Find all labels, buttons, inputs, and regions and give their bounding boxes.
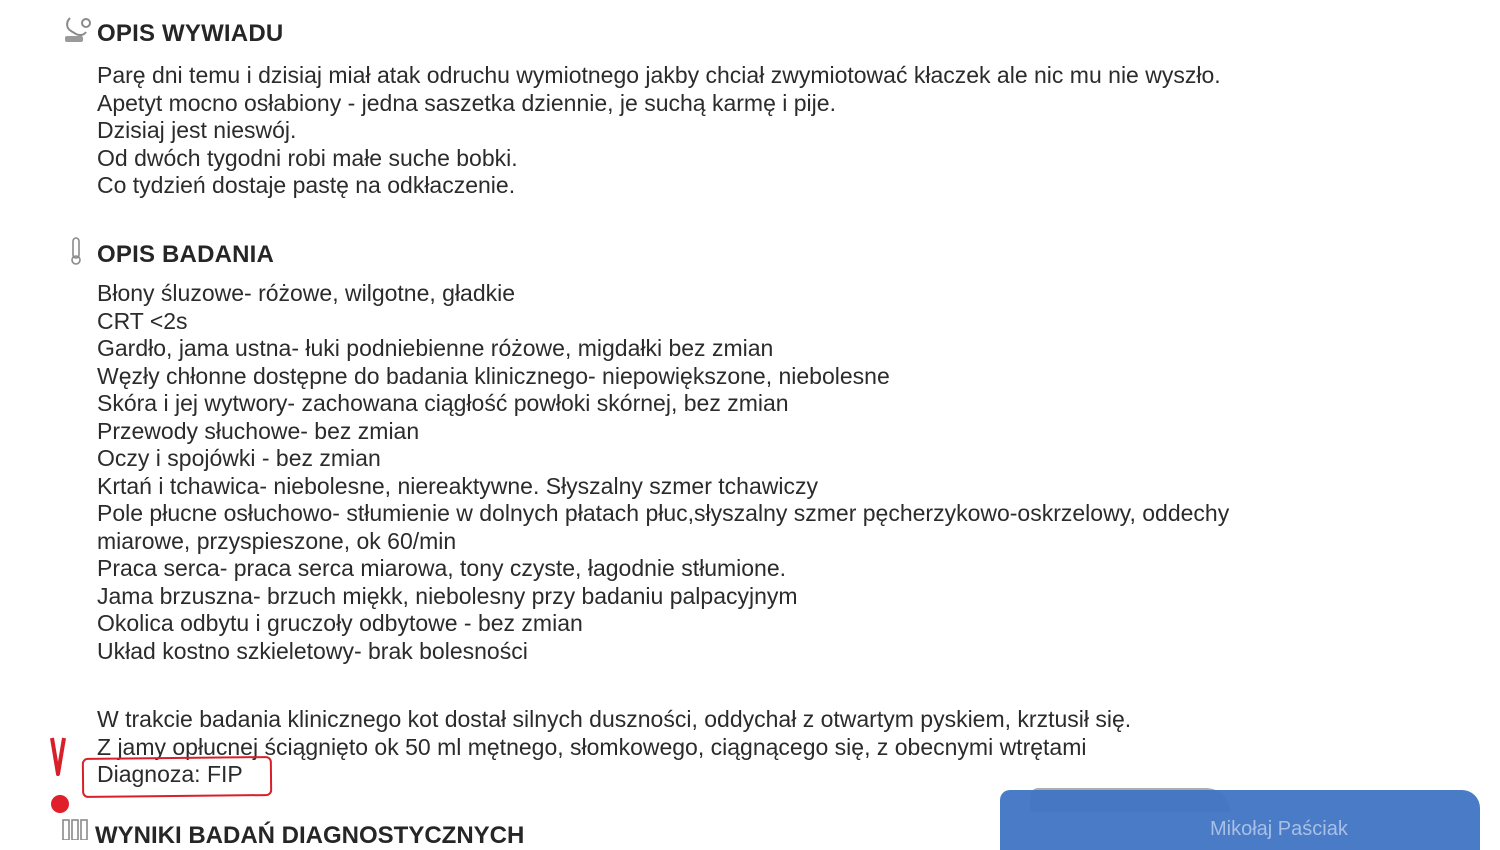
section-title-wywiad: OPIS WYWIADU xyxy=(97,20,284,47)
stethoscope-icon xyxy=(62,14,92,44)
badanie-line: Krtań i tchawica- niebolesne, niereaktywne. Słyszalny szmer tchawiczy xyxy=(97,472,818,499)
badanie-line: Oczy i spojówki - bez zmian xyxy=(97,445,381,471)
diagnosis-text: Diagnoza: FIP xyxy=(97,761,243,787)
badanie-line: Błony śluzowe- różowe, wilgotne, gładkie xyxy=(97,280,516,306)
stamp-signature-text: Mikołaj Paściak xyxy=(1210,818,1348,840)
wywiad-line: Apetyt mocno osłabiony - jedna saszetka dziennie, je suchą karmę i pije. xyxy=(97,89,836,116)
wywiad-line: Dzisiaj jest nieswój. xyxy=(97,117,297,143)
wywiad-line: Co tydzień dostaje pastę na odkłaczenie. xyxy=(97,172,516,198)
badanie-note: Z jamy opłucnej ściągnięto ok 50 ml mętnego, słomkowego, ciągnącego się, z obecnymi wtrętami xyxy=(97,733,1087,760)
badanie-note: W trakcie badania klinicznego kot dostał silnych duszności, oddychał z otwartym pyskiem, krztusił się. xyxy=(97,706,1132,732)
badanie-notes xyxy=(97,706,1131,761)
wywiad-line: Parę dni temu i dzisiaj miał atak odruchu wymiotnego jakby chciał zwymiotować kłaczek ale nic mu nie wyszło. xyxy=(97,62,1221,88)
badanie-line: Okolica odbytu i gruczoły odbytowe - bez zmian xyxy=(97,610,583,636)
badanie-line: Praca serca- praca serca miarowa, tony czyste, łagodnie stłumione. xyxy=(97,555,787,581)
test-tubes-icon xyxy=(60,818,90,840)
wywiad-line: Od dwóch tygodni robi małe suche bobki. xyxy=(97,144,518,171)
badanie-line: Pole płucne osłuchowo- stłumienie w dolnych płatach płuc,słyszalny szmer pęcherzykowo-oskrzelowy, oddechy xyxy=(97,500,1230,526)
thermometer-icon xyxy=(68,236,84,266)
badanie-line: Skóra i jej wytwory- zachowana ciągłość powłoki skórnej, bez zmian xyxy=(97,390,789,416)
exclamation-annotation-icon xyxy=(44,734,74,820)
badanie-line: CRT <2s xyxy=(97,307,188,334)
badanie-line: miarowe, przyspieszone, ok 60/min xyxy=(97,527,457,554)
wywiad-lines xyxy=(97,62,1221,200)
badanie-lines xyxy=(97,280,1229,665)
badanie-line: Jama brzuszna- brzuch miękk, niebolesny przy badaniu palpacyjnym xyxy=(97,582,798,609)
section-title-wyniki: WYNIKI BADAŃ DIAGNOSTYCZNYCH xyxy=(95,822,525,849)
badanie-line: Przewody słuchowe- bez zmian xyxy=(97,417,420,444)
badanie-line: Układ kostno szkieletowy- brak bolesności xyxy=(97,637,528,664)
badanie-line: Węzły chłonne dostępne do badania klinicznego- niepowiększone, niebolesne xyxy=(97,362,890,389)
section-title-badanie: OPIS BADANIA xyxy=(97,241,275,268)
badanie-line: Gardło, jama ustna- łuki podniebienne różowe, migdałki bez zmian xyxy=(97,335,774,361)
